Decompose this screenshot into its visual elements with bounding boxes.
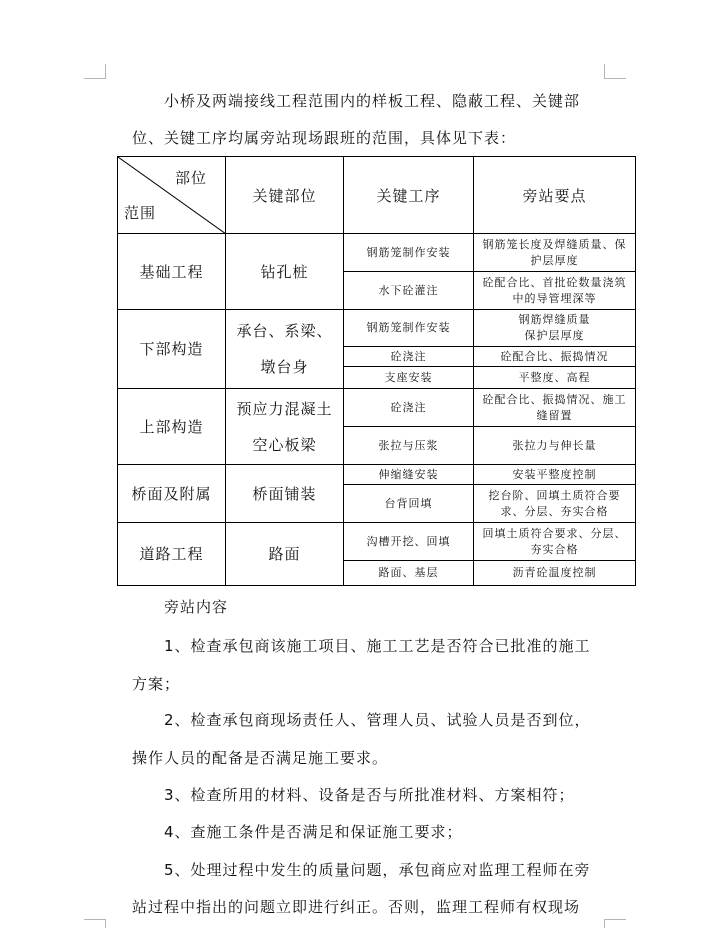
key-part-line: 承台、系梁、 [236,322,333,340]
points-line: 砼配合比、首批砼数量浇筑 [482,275,627,289]
key-part-cell [226,523,344,586]
points-cell [474,347,636,367]
points-cell [474,485,636,523]
points-line: 求、分层、夯实合格 [500,504,609,518]
process-cell: 台背回填 [344,485,474,523]
crop-mark-top-right-v [604,64,605,79]
item-5-line-1: 5、处理过程中发生的质量问题，承包商应对监理工程师在旁 [164,861,591,879]
crop-mark-bottom-left-h [84,919,106,920]
points-line: 中的导管埋深等 [512,291,597,305]
key-part-line: 钻孔桩 [260,262,309,281]
points-cell [474,523,636,561]
crop-mark-top-left-h [84,78,106,79]
points-line: 夯实合格 [530,542,579,556]
points-cell [474,367,636,389]
scope-cell: 基础工程 [118,234,226,310]
process-cell: 砼浇注 [344,347,474,367]
key-part-cell [226,389,344,465]
item-3: 3、检查所用的材料、设备是否与所批准材料、方案相符； [164,786,575,804]
points-line: 钢筋笼长度及焊缝质量、保 [482,237,627,251]
header-points: 旁站要点 [474,157,636,234]
header-part-label: 部位 [174,169,207,187]
item-4: 4、查施工条件是否满足和保证施工要求； [164,823,463,841]
scope-cell: 道路工程 [118,523,226,586]
process-cell: 砼浇注 [344,389,474,427]
key-part-cell [226,465,344,523]
key-part-line: 空心板梁 [252,435,317,454]
supervision-scope-table [117,156,636,586]
item-2-line-2: 操作人员的配备是否满足施工要求。 [132,749,389,767]
table-header-row [118,157,636,234]
header-scope-label: 范围 [124,204,157,222]
points-line: 砼配合比、振捣情况、施工 [482,392,627,406]
points-cell [474,427,636,465]
key-part-cell [226,310,344,389]
item-2-line-1: 2、检查承包商现场责任人、管理人员、试验人员是否到位， [164,711,591,729]
process-cell: 钢筋笼制作安装 [344,310,474,347]
points-line: 缝留置 [536,408,573,422]
points-cell [474,389,636,427]
diagonal-header-cell [118,157,226,234]
scope-cell: 上部构造 [118,389,226,465]
table-row [118,310,636,347]
points-cell [474,561,636,586]
points-cell [474,272,636,310]
points-line: 护层厚度 [530,253,579,267]
crop-mark-top-right-h [604,78,626,79]
scope-cell: 桥面及附属 [118,465,226,523]
table-row [118,523,636,561]
points-line: 保护层厚度 [524,329,585,342]
points-line: 张拉力与伸长量 [512,438,597,452]
intro-line-2: 位、关键工序均属旁站现场跟班的范围，具体见下表： [132,129,517,147]
points-line: 砼配合比、振捣情况 [500,349,609,363]
process-cell: 路面、基层 [344,561,474,586]
table-row [118,234,636,272]
key-part-line: 路面 [268,545,301,563]
points-cell [474,310,636,347]
points-line: 钢筋焊缝质量 [518,313,591,326]
process-cell: 钢筋笼制作安装 [344,234,474,272]
points-line: 回填土质符合要求、分层、 [482,526,627,540]
key-part-line: 预应力混凝土 [236,399,333,418]
points-cell [474,465,636,485]
points-cell [474,234,636,272]
crop-mark-bottom-left-v [105,919,106,928]
process-cell: 张拉与压浆 [344,427,474,465]
header-key-part: 关键部位 [226,157,344,234]
process-cell: 伸缩缝安装 [344,465,474,485]
crop-mark-top-left-v [105,64,106,79]
points-line: 沥青砼温度控制 [512,566,597,579]
points-line: 安装平整度控制 [512,467,597,481]
process-cell: 沟槽开挖、回填 [344,523,474,561]
key-part-cell [226,234,344,310]
intro-line-1: 小桥及两端接线工程范围内的样板工程、隐蔽工程、关键部 [164,92,581,110]
key-part-line: 墩台身 [260,358,309,376]
item-1-line-1: 1、检查承包商该施工项目、施工工艺是否符合已批准的施工 [164,637,591,655]
section-heading: 旁站内容 [164,598,229,616]
item-1-line-2: 方案； [132,675,181,693]
points-line: 挖台阶、回填土质符合要 [488,488,621,502]
process-cell: 水下砼灌注 [344,272,474,310]
points-line: 平整度、高程 [518,370,591,384]
header-key-process: 关键工序 [344,157,474,234]
key-part-line: 桥面铺装 [252,484,317,503]
item-5-line-2: 站过程中指出的问题立即进行纠正。否则，监理工程师有权现场 [132,898,581,916]
table-row [118,389,636,427]
process-cell: 支座安装 [344,367,474,389]
table-row [118,465,636,485]
scope-cell: 下部构造 [118,310,226,389]
